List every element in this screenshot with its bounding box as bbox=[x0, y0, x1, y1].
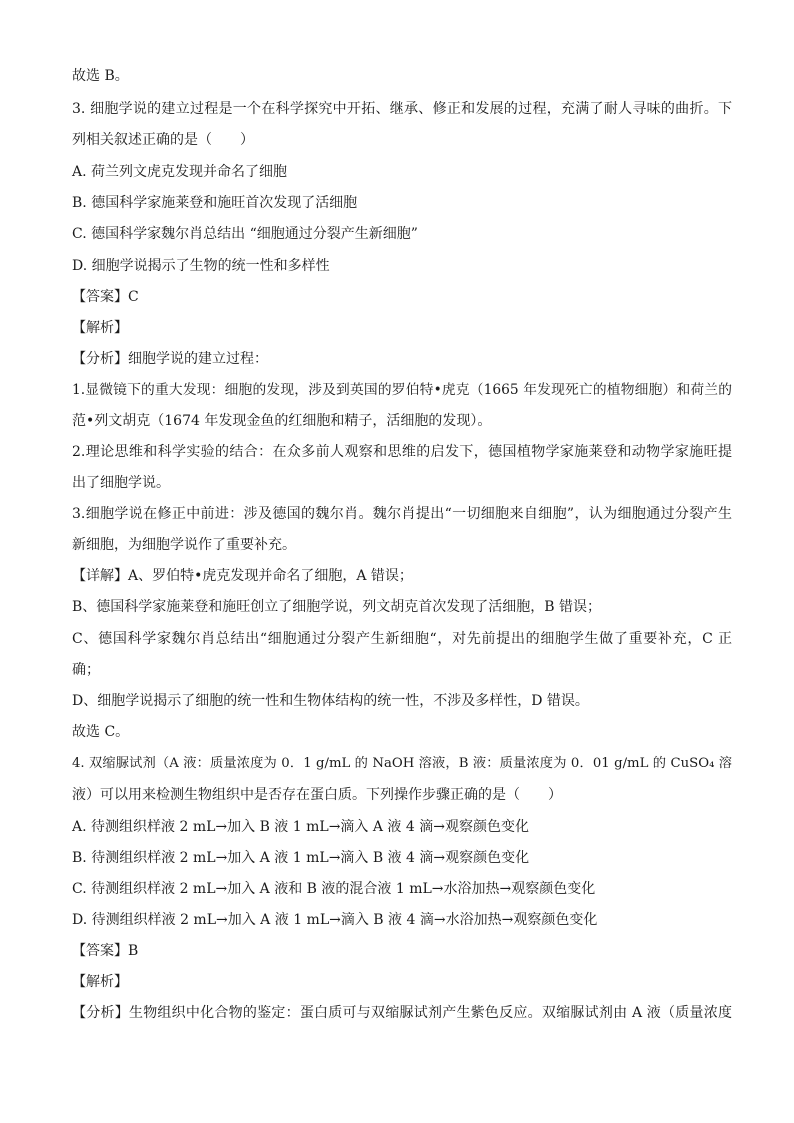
question-4-stem-cont: 液）可以用来检测生物组织中是否存在蛋白质。下列操作步骤正确的是（ ） bbox=[72, 787, 562, 803]
conclusion-q2: 故选 B。 bbox=[72, 68, 129, 84]
question-3-stem: 3. 细胞学说的建立过程是一个在科学探究中开拓、继承、修正和发展的过程，充满了耐人寻味的曲折。下 bbox=[72, 101, 732, 117]
q3-analysis-point-2: 2.理论思维和科学实验的结合：在众多前人观察和思维的启发下，德国植物学家施莱登和动物学家施旺提 bbox=[72, 444, 732, 460]
q4-option-a: A. 待测组织样液 2 mL→加入 B 液 1 mL→滴入 A 液 4 滴→观察颜色变化 bbox=[72, 819, 529, 835]
q3-analysis-point-3: 3.细胞学说在修正中前进：涉及德国的魏尔肖。魏尔肖提出“一切细胞来自细胞”，认为细胞通过分裂产生 bbox=[72, 506, 732, 522]
q3-option-c: C. 德国科学家魏尔肖总结出 “细胞通过分裂产生新细胞” bbox=[72, 226, 418, 242]
q3-detail-a: 【详解】A、罗伯特•虎克发现并命名了细胞，A 错误； bbox=[72, 568, 413, 584]
q3-option-a: A. 荷兰列文虎克发现并命名了细胞 bbox=[72, 164, 288, 180]
q3-detail-c: C、德国科学家魏尔肖总结出“细胞通过分裂产生新细胞“，对先前提出的细胞学生做了重要补充，C 正 bbox=[72, 631, 732, 647]
q4-analysis-intro: 【分析】生物组织中化合物的鉴定：蛋白质可与双缩脲试剂产生紫色反应。双缩脲试剂由 A 液（质量浓度 bbox=[72, 1005, 732, 1021]
q3-analysis-point-1-cont: 范•列文胡克（1674 年发现金鱼的红细胞和精子，活细胞的发现）。 bbox=[72, 413, 492, 429]
q3-analysis-point-2-cont: 出了细胞学说。 bbox=[72, 475, 170, 491]
q3-option-b: B. 德国科学家施莱登和施旺首次发现了活细胞 bbox=[72, 195, 358, 211]
question-3-stem-cont: 列相关叙述正确的是（ ） bbox=[72, 132, 254, 148]
q3-analysis-intro: 【分析】细胞学说的建立过程： bbox=[72, 351, 268, 367]
q3-analysis-heading: 【解析】 bbox=[72, 320, 128, 336]
q3-option-d: D. 细胞学说揭示了生物的统一性和多样性 bbox=[72, 258, 330, 274]
q3-detail-c-cont: 确； bbox=[72, 662, 100, 678]
q3-analysis-point-1: 1.显微镜下的重大发现：细胞的发现，涉及到英国的罗伯特•虎克（1665 年发现死亡的植物细胞）和荷兰的 bbox=[72, 382, 732, 398]
q3-detail-b: B、德国科学家施莱登和施旺创立了细胞学说，列文胡克首次发现了活细胞，B 错误； bbox=[72, 599, 602, 615]
conclusion-q3: 故选 C。 bbox=[72, 724, 130, 740]
q3-analysis-point-3-cont: 新细胞，为细胞学说作了重要补充。 bbox=[72, 537, 296, 553]
q4-answer: 【答案】B bbox=[72, 943, 139, 959]
q3-answer: 【答案】C bbox=[72, 289, 139, 305]
q4-option-d: D. 待测组织样液 2 mL→加入 A 液 1 mL→滴入 B 液 4 滴→水浴加热→观察颜色变化 bbox=[72, 912, 598, 928]
question-4-stem: 4. 双缩脲试剂（A 液：质量浓度为 0．1 g/mL 的 NaOH 溶液，B 液：质量浓度为 0．01 g/mL 的 CuSO₄ 溶 bbox=[72, 756, 732, 771]
q4-analysis-heading: 【解析】 bbox=[72, 974, 128, 990]
q3-detail-d: D、细胞学说揭示了细胞的统一性和生物体结构的统一性，不涉及多样性，D 错误。 bbox=[72, 693, 589, 709]
q4-option-c: C. 待测组织样液 2 mL→加入 A 液和 B 液的混合液 1 mL→水浴加热→观察颜色变化 bbox=[72, 881, 596, 897]
q4-option-b: B. 待测组织样液 2 mL→加入 A 液 1 mL→滴入 B 液 4 滴→观察颜色变化 bbox=[72, 850, 530, 866]
